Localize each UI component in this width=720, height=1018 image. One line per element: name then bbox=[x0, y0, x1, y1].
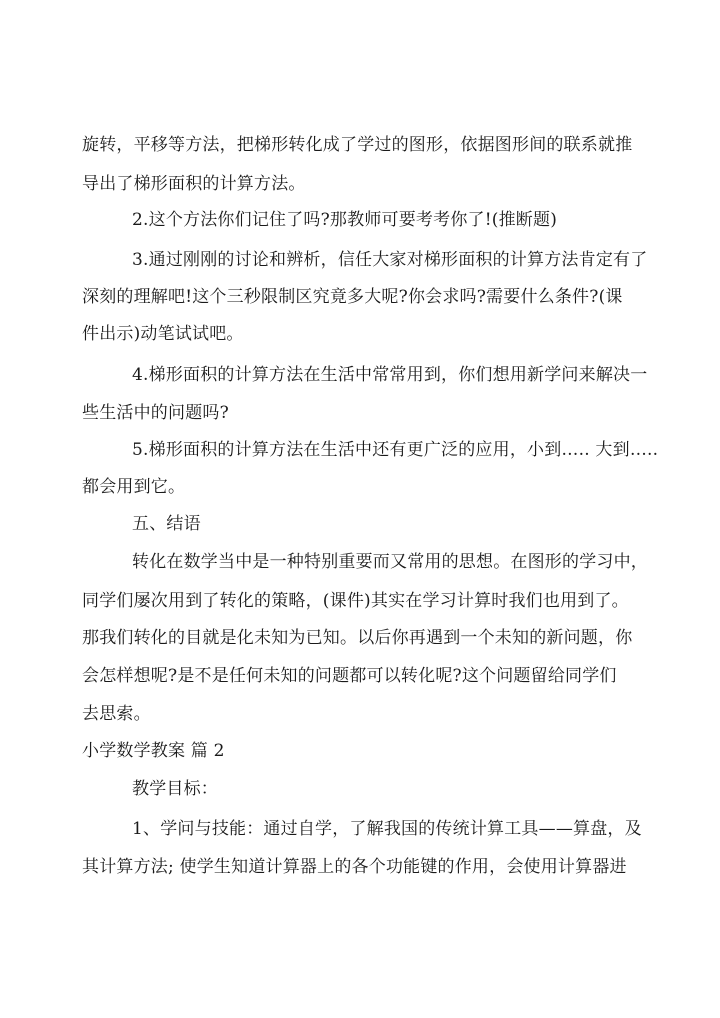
paragraph-line: 转化在数学当中是一种特别重要而又常用的思想。在图形的学习中， bbox=[132, 552, 648, 572]
paragraph-line: 2.这个方法你们记住了吗?那教师可要考考你了!(推断题) bbox=[132, 210, 558, 230]
paragraph-line: 同学们屡次用到了转化的策略，(课件)其实在学习计算时我们也用到了。 bbox=[82, 591, 629, 611]
paragraph-line: 1、学问与技能：通过自学，了解我国的传统计算工具——算盘，及 bbox=[132, 819, 642, 839]
paragraph-line: 件出示)动笔试试吧。 bbox=[82, 324, 244, 344]
paragraph-line: 深刻的理解吧!这个三秒限制区究竟多大呢?你会求吗?需要什么条件?(课 bbox=[82, 287, 623, 307]
paragraph-line: 会怎样想呢?是不是任何未知的问题都可以转化呢?这个问题留给同学们 bbox=[82, 666, 617, 686]
paragraph-line: 都会用到它。 bbox=[82, 477, 186, 497]
paragraph-line: 3.通过刚刚的讨论和辨析，信任大家对梯形面积的计算方法肯定有了 bbox=[132, 250, 648, 270]
section-heading: 教学目标： bbox=[132, 779, 218, 799]
paragraph-line: 去思索。 bbox=[82, 704, 151, 724]
paragraph-line: 其计算方法; 使学生知道计算器上的各个功能键的作用，会使用计算器进 bbox=[82, 857, 627, 877]
paragraph-line: 旋转，平移等方法，把梯形转化成了学过的图形，依据图形间的联系就推 bbox=[82, 135, 633, 155]
document-subtitle: 小学数学教案 篇 2 bbox=[82, 741, 225, 761]
paragraph-line: 那我们转化的目就是化未知为已知。以后你再遇到一个未知的新问题，你 bbox=[82, 628, 633, 648]
paragraph-line: 5.梯形面积的计算方法在生活中还有更广泛的应用，小到….. 大到….. bbox=[132, 440, 659, 460]
paragraph-line: 导出了梯形面积的计算方法。 bbox=[82, 174, 306, 194]
paragraph-line: 些生活中的问题吗? bbox=[82, 403, 229, 423]
section-heading: 五、结语 bbox=[132, 514, 201, 534]
paragraph-line: 4.梯形面积的计算方法在生活中常常用到，你们想用新学问来解决一 bbox=[132, 365, 648, 385]
